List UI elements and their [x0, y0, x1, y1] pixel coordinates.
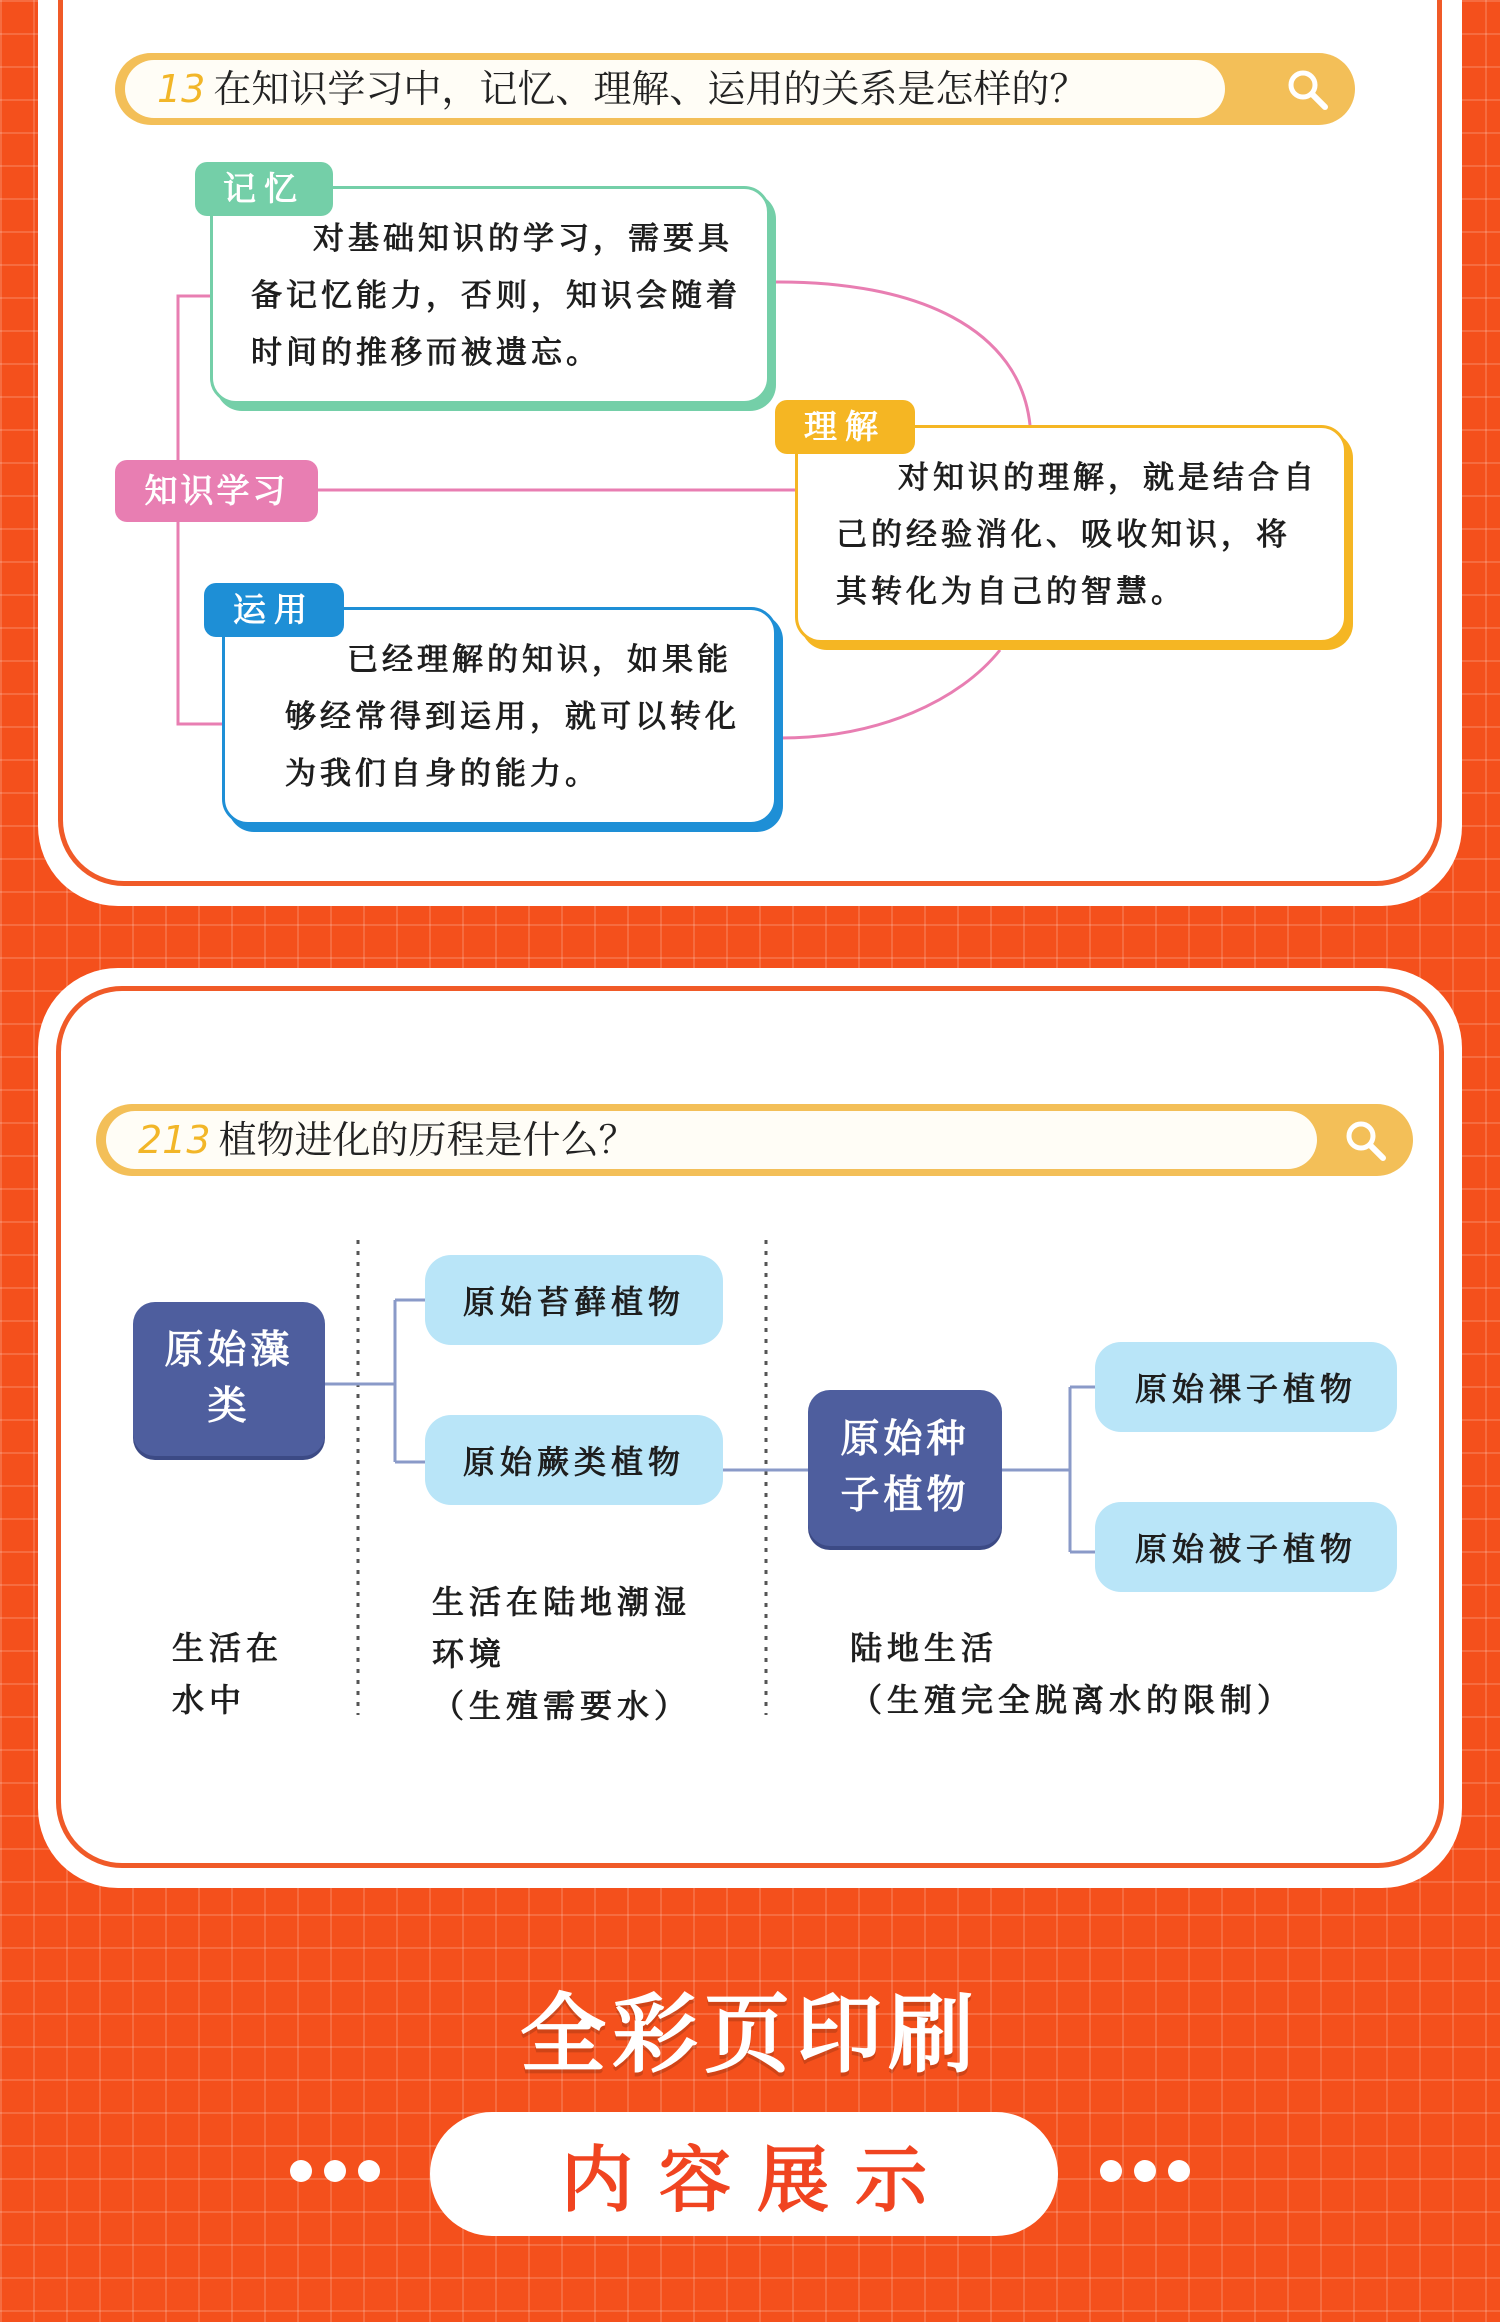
- dots-left: [290, 2160, 380, 2182]
- understand-tag: 理解: [775, 400, 915, 454]
- apply-tag: 运用: [204, 583, 344, 637]
- caption-moist-land: 生活在陆地潮湿 环境 （生殖需要水）: [432, 1583, 692, 1725]
- question-text: 植物进化的历程是什么？: [218, 1118, 637, 1162]
- caption-land-life: 陆地生活 （生殖完全脱离水的限制）: [850, 1629, 1295, 1719]
- root-node-knowledge-learning: 知识学习: [115, 460, 318, 522]
- node-primitive-seed-plant: 原始种子植物: [808, 1390, 1002, 1546]
- question-number: 13: [157, 67, 206, 111]
- content-showcase-label: 内容展示: [560, 2138, 953, 2222]
- node-primitive-angiosperm: 原始被子植物: [1095, 1502, 1397, 1592]
- node-primitive-gymnosperm: 原始裸子植物: [1095, 1342, 1397, 1432]
- node-primitive-algae: 原始藻类: [133, 1302, 325, 1456]
- search-icon[interactable]: [1343, 1118, 1387, 1162]
- dots-right: [1100, 2160, 1190, 2182]
- apply-text: 已经理解的知识，如果能够经常得到运用，就可以转化为我们自身的能力。: [285, 642, 740, 792]
- memory-text: 对基础知识的学习，需要具备记忆能力，否则，知识会随着时间的推移而被遗忘。: [251, 221, 741, 371]
- question-bar-213[interactable]: [96, 1104, 1413, 1176]
- memory-note: [210, 186, 770, 404]
- caption-water-life: 生活在 水中: [172, 1629, 284, 1719]
- content-showcase-button[interactable]: [430, 2112, 1058, 2236]
- question-text: 在知识学习中，记忆、理解、运用的关系是怎样的？: [213, 67, 1088, 111]
- footer-headline: 全彩页印刷: [520, 1985, 980, 2085]
- node-primitive-moss: 原始苔藓植物: [425, 1255, 723, 1345]
- node-primitive-fern: 原始蕨类植物: [425, 1415, 723, 1505]
- understand-note: [795, 425, 1347, 643]
- apply-note: [222, 607, 777, 825]
- understand-text: 对知识的理解，就是结合自己的经验消化、吸收知识，将其转化为自己的智慧。: [836, 460, 1318, 610]
- memory-tag: 记忆: [195, 162, 333, 216]
- question-number: 213: [138, 1118, 211, 1162]
